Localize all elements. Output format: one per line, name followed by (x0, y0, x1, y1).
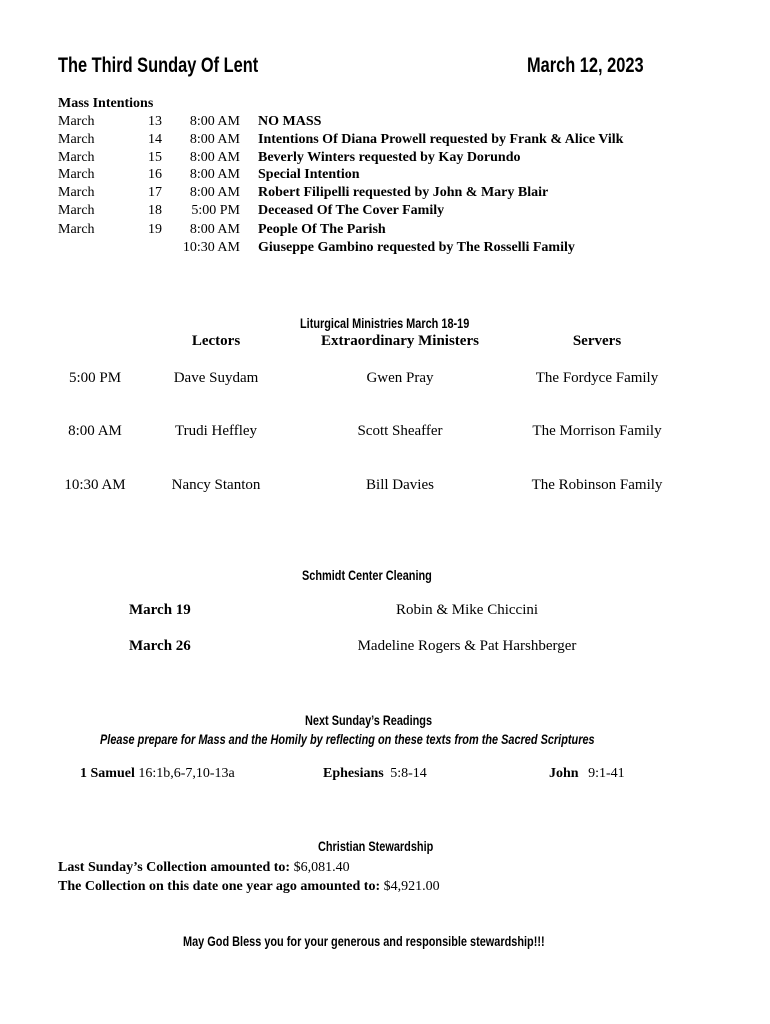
intention-row (0, 114, 770, 132)
page-title: The Third Sunday Of Lent (58, 54, 259, 77)
intention-text: Robert Filipelli requested by John & Mary Blair (258, 185, 549, 200)
reading-verses: 16:1b,6-7,10-13a (138, 766, 235, 781)
intention-text: Special Intention (258, 167, 360, 182)
year-ago-amount: $4,921.00 (383, 879, 440, 894)
cleaning-names: Robin & Mike Chiccini (395, 602, 539, 618)
stewardship-heading: Christian Stewardship (318, 838, 434, 854)
intention-text: Giuseppe Gambino requested by The Rosselli Family (258, 240, 575, 255)
last-sunday-label: Last Sunday’s Collection amounted to: (58, 860, 291, 875)
intention-month: March (58, 132, 95, 147)
intention-row (0, 240, 770, 258)
ministry-time: 10:30 AM (64, 477, 126, 493)
year-ago-collection (58, 879, 440, 895)
cleaning-date: March 19 (129, 602, 191, 618)
intention-text: Intentions Of Diana Prowell requested by Frank & Alice Vilk (258, 132, 624, 147)
intention-day: 16 (148, 167, 162, 182)
ministries-heading: Liturgical Ministries March 18-19 (300, 315, 470, 331)
reading-book: John (549, 766, 579, 781)
intention-month: March (58, 203, 95, 218)
intention-time: 8:00 AM (189, 114, 240, 129)
ministry-minister: Bill Davies (366, 477, 434, 493)
ministry-servers: The Fordyce Family (535, 370, 659, 386)
cleaning-heading: Schmidt Center Cleaning (302, 567, 432, 583)
intention-row (0, 203, 770, 221)
ministry-servers: The Robinson Family (531, 477, 663, 493)
intention-month: March (58, 222, 95, 237)
ministry-minister: Gwen Pray (366, 370, 434, 386)
intention-day: 13 (148, 114, 162, 129)
reading-item (80, 766, 235, 782)
last-sunday-collection (58, 860, 350, 876)
intention-time: 8:00 AM (189, 167, 240, 182)
ministry-lector: Nancy Stanton (171, 477, 261, 493)
intention-time: 8:00 AM (189, 185, 240, 200)
reading-verses: 9:1-41 (588, 766, 625, 781)
ministry-lector: Dave Suydam (173, 370, 259, 386)
intention-day: 14 (148, 132, 162, 147)
readings-subheading: Please prepare for Mass and the Homily by reflecting on these texts from the Sacred Scriptures (100, 731, 595, 747)
intention-time: 8:00 AM (189, 150, 240, 165)
reading-item (549, 766, 625, 782)
reading-verses: 5:8-14 (390, 766, 427, 781)
intention-row (0, 222, 770, 240)
intention-month: March (58, 167, 95, 182)
mass-intentions-heading: Mass Intentions (58, 96, 154, 111)
ministry-minister: Scott Sheaffer (357, 423, 443, 439)
reading-item (323, 766, 427, 782)
column-header-servers: Servers (572, 333, 622, 349)
column-header-lectors: Lectors (191, 333, 241, 349)
last-sunday-amount: $6,081.40 (293, 860, 350, 875)
intention-row (0, 185, 770, 203)
intention-text: Deceased Of The Cover Family (258, 203, 445, 218)
intention-time: 5:00 PM (191, 203, 240, 218)
column-header-ministers: Extraordinary Ministers (321, 333, 479, 349)
ministry-servers: The Morrison Family (532, 423, 662, 439)
readings-heading: Next Sunday’s Readings (305, 712, 433, 728)
reading-book: Ephesians (323, 766, 384, 781)
cleaning-names: Madeline Rogers & Pat Harshberger (357, 638, 577, 654)
reading-book: 1 Samuel (80, 766, 135, 781)
ministry-lector: Trudi Heffley (174, 423, 258, 439)
ministry-time: 5:00 PM (68, 370, 122, 386)
intention-time: 10:30 AM (182, 240, 240, 255)
intention-row (0, 167, 770, 185)
intention-month: March (58, 185, 95, 200)
ministry-time: 8:00 AM (68, 423, 122, 439)
intention-time: 8:00 AM (189, 222, 240, 237)
closing-message: May God Bless you for your generous and responsible stewardship!!! (183, 933, 545, 949)
intention-day: 17 (148, 185, 162, 200)
year-ago-label: The Collection on this date one year ago amounted to: (58, 879, 381, 894)
intention-row (0, 132, 770, 150)
intention-month: March (58, 150, 95, 165)
intention-text: People Of The Parish (258, 222, 386, 237)
intention-text: Beverly Winters requested by Kay Dorundo (258, 150, 521, 165)
intention-time: 8:00 AM (189, 132, 240, 147)
intention-day: 18 (148, 203, 162, 218)
intention-text: NO MASS (258, 114, 322, 129)
intention-row (0, 150, 770, 168)
cleaning-date: March 26 (129, 638, 191, 654)
intention-month: March (58, 114, 95, 129)
intention-day: 19 (148, 222, 162, 237)
page-date: March 12, 2023 (527, 54, 644, 77)
intention-day: 15 (148, 150, 162, 165)
